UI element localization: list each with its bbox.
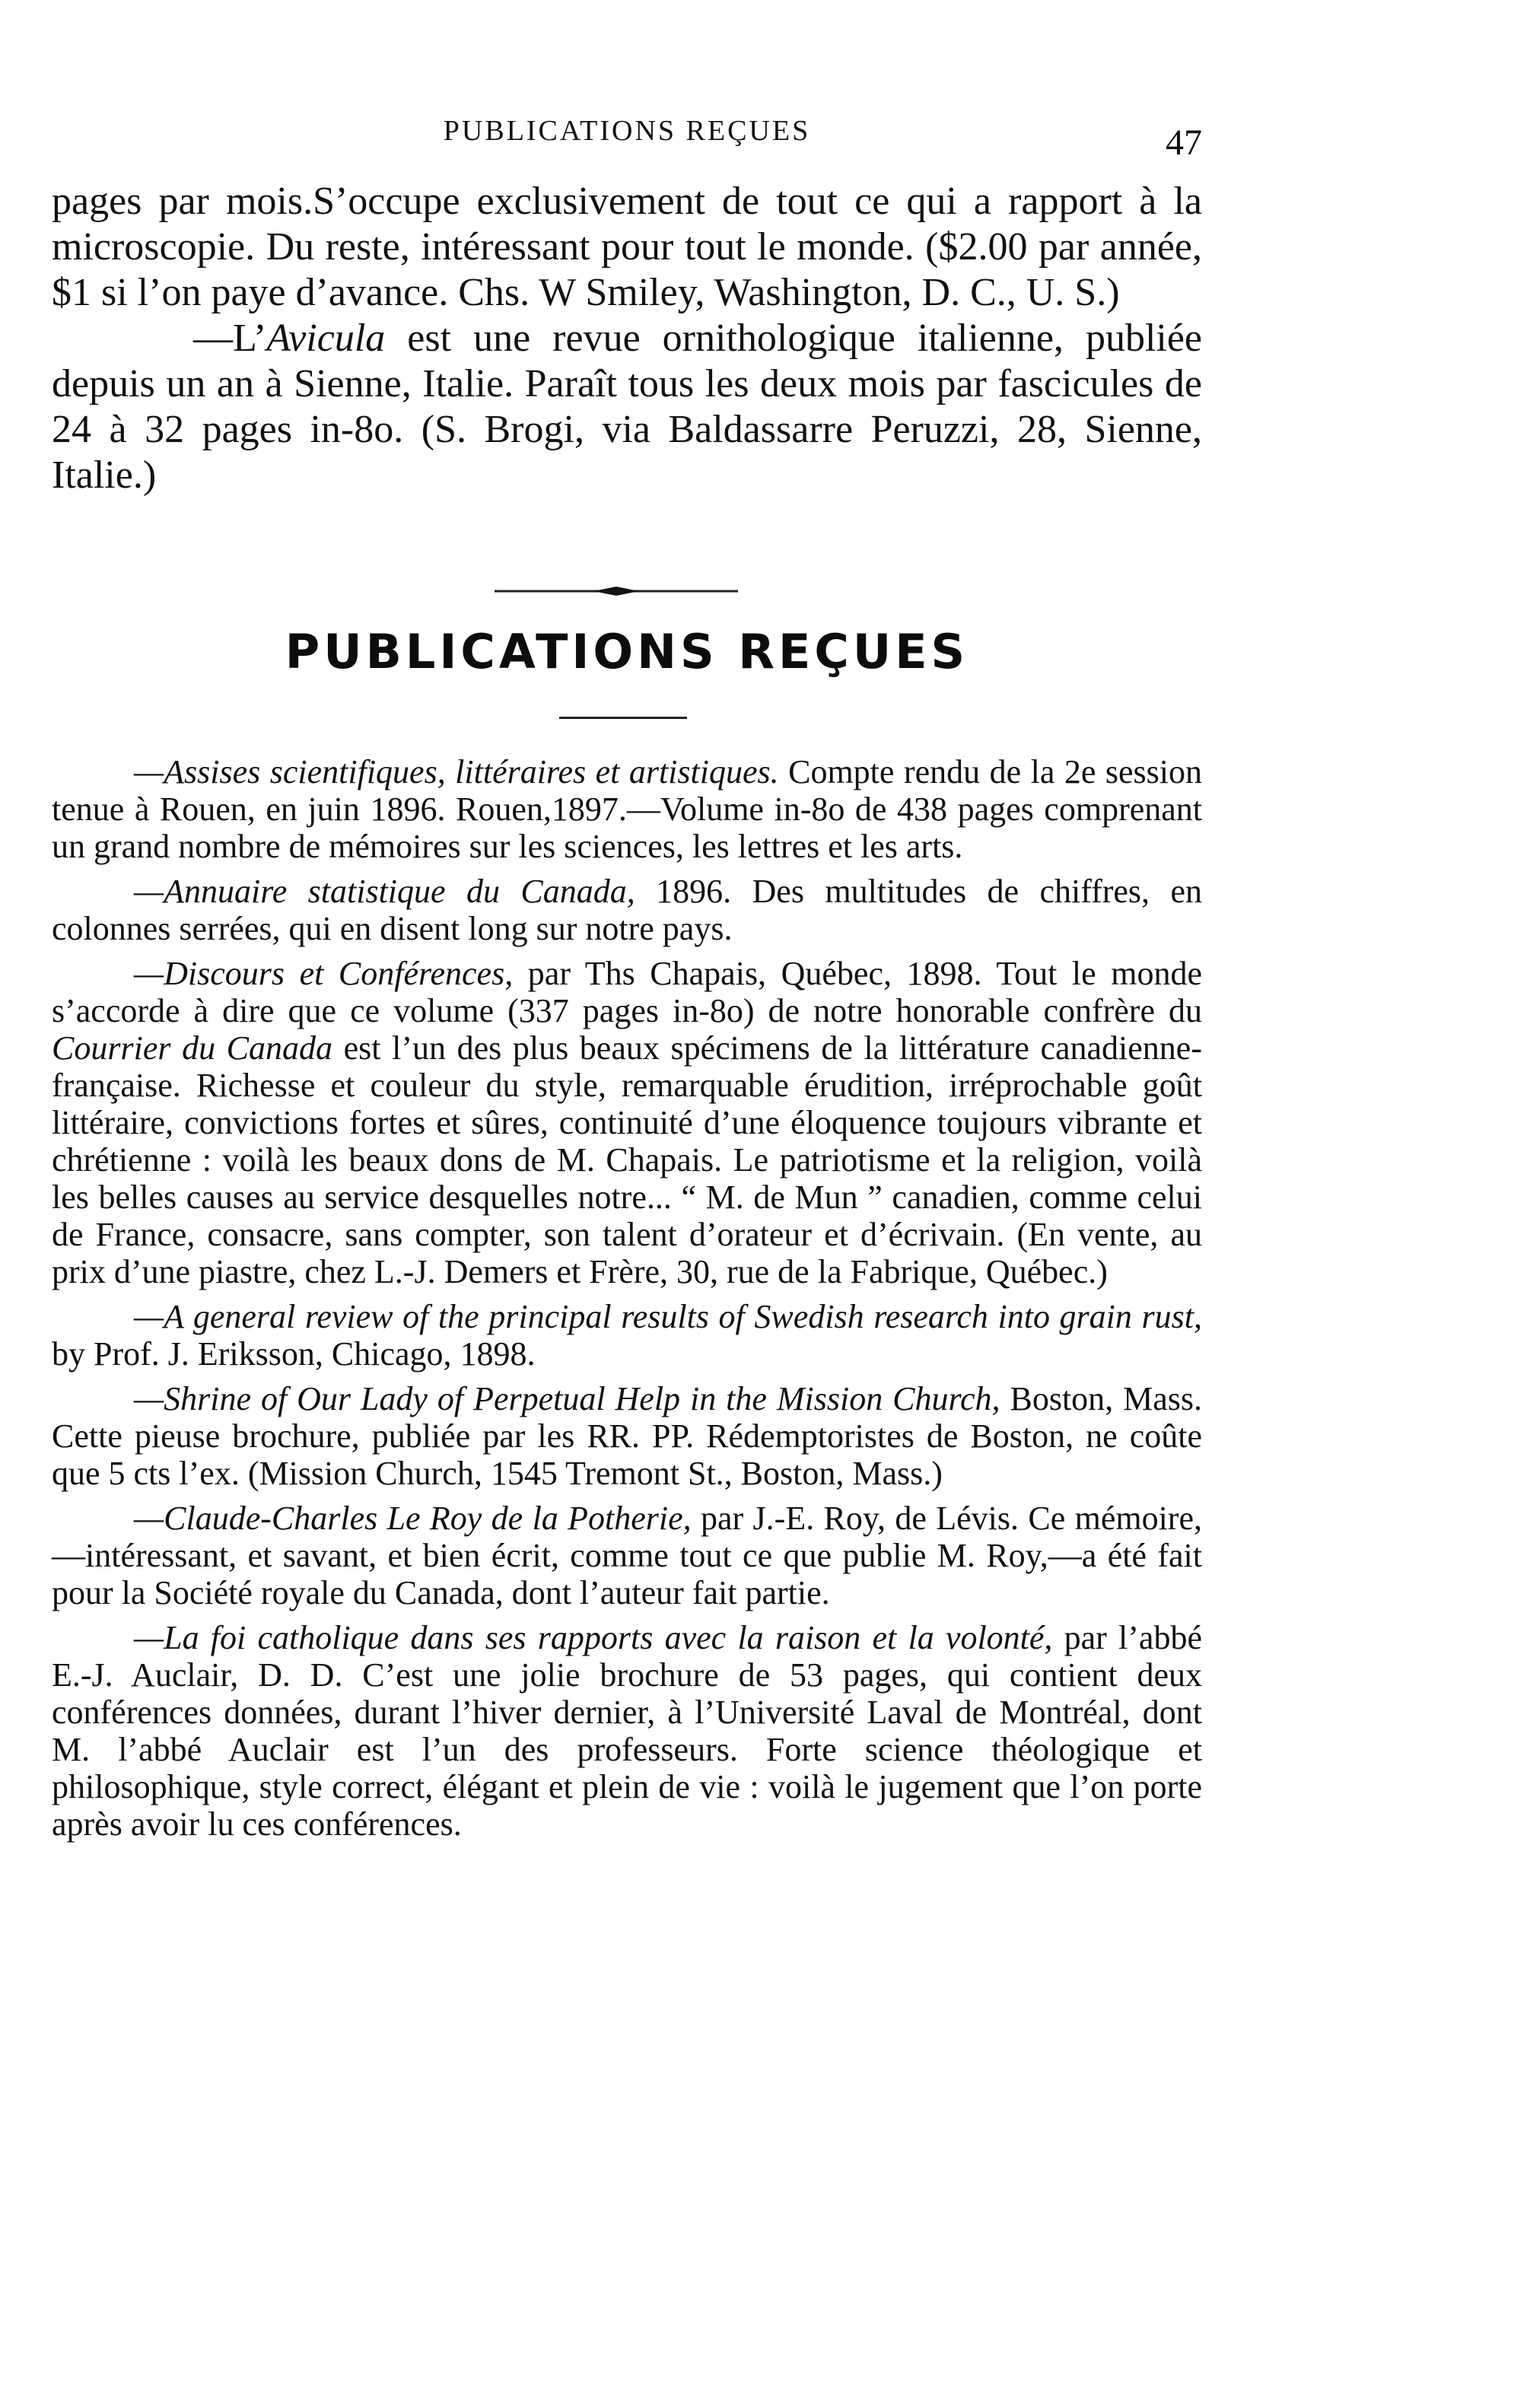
- entry-text: par l’abbé E.-J. Auclair, D. D. C’est une jolie brochure de 53 pages, qui contient deux conférences données, durant l’hiver dernier, à l’Université Laval de Montréal, dont M. l’abbé Auclair est l’un des professeurs. Forte science théologique et philosophique, style correct, élégant et plein de vie : voilà le jugement que l’on porte après avoir lu ces conférences.: [52, 1619, 1202, 1843]
- entry-shrine: [52, 1380, 1202, 1492]
- entry-text: by Prof. J. Eriksson, Chicago, 1898.: [52, 1335, 536, 1373]
- entry-title-secondary: Courrier du Canada: [52, 1029, 333, 1067]
- entry-assises: [52, 753, 1202, 865]
- entry-la-foi: [52, 1619, 1202, 1843]
- avicula-dash: —L’: [193, 317, 267, 360]
- entry-title: —Assises scientifiques, littéraires et artistiques.: [134, 753, 779, 790]
- running-title: PUBLICATIONS REÇUES: [443, 115, 811, 147]
- entry-title: —La foi catholique dans ses rapports avec la raison et la volonté,: [134, 1619, 1053, 1656]
- entry-text: Boston, Mass. Cette pieuse brochure, publiée par les RR. PP. Rédemptoristes de Boston, ne coûte que 5 cts l’ex. (Mission Church, 1545 Tremont St., Boston, Mass.): [52, 1380, 1203, 1492]
- entry-text: Compte rendu de la 2e session tenue à Rouen, en juin 1896. Rouen,1897.—Volume in-8o de 438 pages comprenant un grand nombre de mémoires sur les sciences, les lettres et les arts.: [52, 753, 1202, 865]
- avicula-title: Avicula: [266, 317, 386, 360]
- entry-claude-charles: [52, 1500, 1202, 1611]
- entry-text: 1896. Des multitudes de chiffres, en colonnes serrées, qui en disent long sur notre pays.: [52, 873, 1202, 947]
- avicula-paragraph: [52, 316, 1202, 498]
- entry-title: —Shrine of Our Lady of Perpetual Help in the Mission Church,: [134, 1380, 1000, 1417]
- avicula-text: est une revue ornithologique italienne, publiée depuis un an à Sienne, Italie. Paraît tous les deux mois par fascicules de 24 à 32 pages in-8o. (S. Brogi, via Baldassarre Peruzzi, 28, Sienne, Italie.): [52, 317, 1202, 497]
- entry-annuaire: [52, 873, 1202, 947]
- continued-notices: [52, 179, 1202, 498]
- entry-title: —Claude-Charles Le Roy de la Potherie,: [134, 1500, 692, 1537]
- entry-discours: [52, 955, 1202, 1290]
- entry-title: —Discours et Conférences,: [134, 955, 514, 992]
- heading-rule: [559, 717, 687, 719]
- section-heading: PUBLICATIONS REÇUES: [285, 624, 969, 679]
- entry-general-review: [52, 1298, 1202, 1373]
- ornamental-rule: [495, 584, 738, 598]
- running-head: [52, 107, 1202, 163]
- entry-title: —Annuaire statistique du Canada,: [134, 873, 635, 910]
- entry-text: par J.-E. Roy, de Lévis. Ce mémoire,—intéressant, et savant, et bien écrit, comme tout ce que publie M. Roy,—a été fait pour la Société royale du Canada, dont l’auteur fait partie.: [52, 1500, 1202, 1611]
- received-publications-list: [52, 753, 1202, 1850]
- entry-title: —A general review of the principal results of Swedish research into grain rust,: [134, 1298, 1202, 1335]
- entry-text: par Ths Chapais, Québec, 1898. Tout le monde s’accorde à dire que ce volume (337 pages in-8o) de notre honorable confrère du: [52, 955, 1203, 1029]
- entry-text-continued: est l’un des plus beaux spécimens de la littérature canadienne-française. Richesse et couleur du style, remarquable érudition, irréprochable goût littéraire, convictions fortes et sûres, continuité d’une éloquence toujours vibrante et chrétienne : voilà les beaux dons de M. Chapais. Le patriotisme et la religion, voilà les belles causes au service desquelles notre... “ M. de Mun ” canadien, comme celui de France, consacre, sans compter, son talent d’orateur et d’écrivain. (En vente, au prix d’une piastre, chez L.-J. Demers et Frère, 30, rue de la Fabrique, Québec.): [52, 1029, 1202, 1290]
- page-number: 47: [1166, 122, 1202, 163]
- continuation-paragraph: pages par mois.S’occupe exclusivement de tout ce qui a rapport à la microscopie. Du reste, intéressant pour tout le monde. ($2.00 par année, $1 si l’on paye d’avance. Chs. W Smiley, Washington, D. C., U. S.): [52, 180, 1202, 314]
